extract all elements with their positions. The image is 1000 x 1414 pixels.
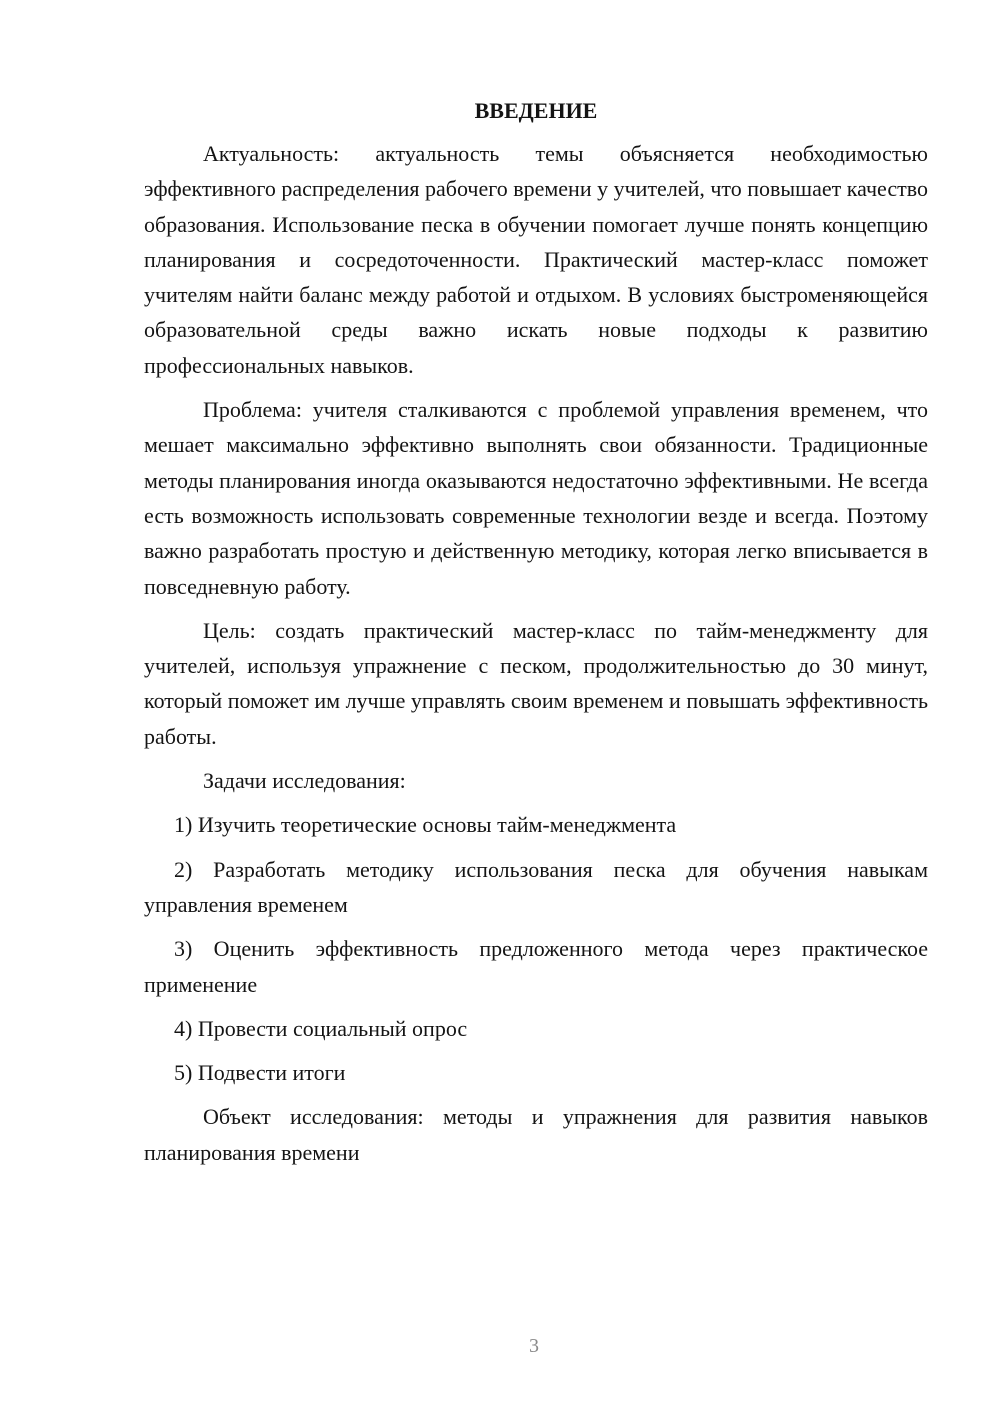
paragraph-goal: Цель: создать практический мастер-класс по тайм-менеджменту для учителей, используя упражнение с песком, продолжительностью до 30 минут, который поможет им лучше управлять своим временем и повышать эффективность работы. (144, 617, 928, 749)
task-item: 4) Провести социальный опрос (174, 1015, 468, 1041)
task-item: 2) Разработать методику использования песка для обучения навыкам управления временем (144, 856, 928, 917)
task-item: 3) Оценить эффективность предложенного метода через практическое применение (144, 936, 928, 997)
task-item: 5) Подвести итоги (174, 1060, 346, 1086)
paragraph-object: Объект исследования: методы и упражнения для развития навыков планирования времени (144, 1104, 928, 1165)
paragraph-relevance: Актуальность: актуальность темы объясняется необходимостью эффективного распределения рабочего времени у учителей, что повышает качество образования. Использование песка в обучении помогает лучше понять концепцию планирования и сосредоточенности. Практический мастер-класс поможет учителям найти баланс между работой и отдыхом. В условиях быстроменяющейся образовательной среды важно искать новые подходы к развитию профессиональных навыков. (144, 141, 928, 378)
task-item: 1) Изучить теоретические основы тайм-менеджмента (174, 812, 677, 838)
paragraph-problem: Проблема: учителя сталкиваются с проблемой управления временем, что мешает максимально эффективно выполнять свои обязанности. Традиционные методы планирования иногда оказываются недостаточно эффективными. Не всегда есть возможность использовать современные технологии везде и всегда. Поэтому важно разработать простую и действенную методику, которая легко вписывается в повседневную работу. (144, 397, 928, 599)
paragraph-tasks-heading: Задачи исследования: (203, 768, 406, 794)
page-number: 3 (529, 1335, 539, 1357)
section-title: ВВЕДЕНИЕ (474, 98, 598, 123)
document-page (144, 94, 928, 1179)
